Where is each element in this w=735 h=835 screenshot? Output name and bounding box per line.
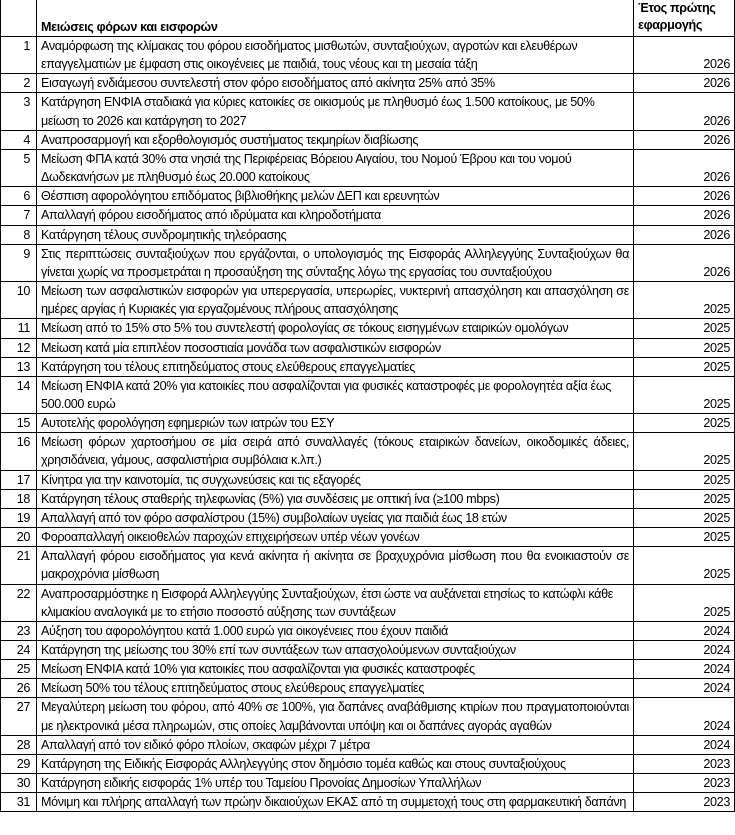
table-row [1, 149, 735, 186]
row-description: Μόνιμη και πλήρης απαλλαγή των πρώην δικαιούχων ΕΚΑΣ από τη συμμετοχή τους στη φαρμακευτική δαπάνη [37, 793, 634, 812]
row-year: 2025 [634, 547, 735, 584]
row-year: 2026 [634, 149, 735, 186]
row-year: 2023 [634, 793, 735, 812]
table-row [1, 187, 735, 206]
row-number: 22 [1, 584, 37, 621]
table-row [1, 489, 735, 508]
table-row [1, 206, 735, 225]
row-year: 2025 [634, 357, 735, 376]
row-number: 24 [1, 641, 37, 660]
table-row [1, 698, 735, 735]
row-number: 20 [1, 528, 37, 547]
row-description: Εισαγωγή ενδιάμεσου συντελεστή στον φόρο εισοδήματος από ακίνητα 25% από 35% [37, 74, 634, 93]
row-description: Αναπροσαρμόστηκε η Εισφορά Αλληλεγγύης Συνταξιούχων, έτσι ώστε να αυξάνεται ετησίως το κατώφλι κάθε κλιμακίου αναλογικά με το ετήσιο ποσοστό αύξησης των συντάξεων [37, 584, 634, 621]
row-number: 13 [1, 357, 37, 376]
row-year: 2025 [634, 376, 735, 413]
row-description: Απαλλαγή από τον ειδικό φόρο πλοίων, σκαφών μέχρι 7 μέτρα [37, 735, 634, 754]
row-description: Κατάργηση της Ειδικής Εισφοράς Αλληλεγγύης στον δημόσιο τομέα καθώς και στους συνταξιούχους [37, 754, 634, 773]
row-year: 2024 [634, 641, 735, 660]
row-description: Αύξηση του αφορολόγητου κατά 1.000 ευρώ για οικογένειες που έχουν παιδιά [37, 621, 634, 640]
row-number: 3 [1, 93, 37, 130]
row-year: 2023 [634, 754, 735, 773]
table-row [1, 528, 735, 547]
row-description: Κατάργηση ειδικής εισφοράς 1% υπέρ του Ταμείου Προνοίας Δημοσίων Υπαλλήλων [37, 774, 634, 793]
row-description: Απαλλαγή φόρου εισοδήματος για κενά ακίνητα ή ακίνητα σε βραχυχρόνια μίσθωση που θα ενοικιαστούν σε μακροχρόνια μίσθωση [37, 547, 634, 584]
row-description: Κατάργηση τέλους συνδρομητικής τηλεόρασης [37, 225, 634, 244]
row-year: 2026 [634, 74, 735, 93]
row-number: 18 [1, 489, 37, 508]
row-number: 21 [1, 547, 37, 584]
row-number: 8 [1, 225, 37, 244]
row-description: Μείωση από το 15% στο 5% του συντελεστή φορολογίας σε τόκους εισηγμένων εταιρικών ομολόγων [37, 319, 634, 338]
row-number: 19 [1, 508, 37, 527]
table-row [1, 357, 735, 376]
row-description: Κατάργηση της μείωσης του 30% επί των συντάξεων των απασχολούμενων συνταξιούχων [37, 641, 634, 660]
row-number: 27 [1, 698, 37, 735]
row-description: Μείωση των ασφαλιστικών εισφορών για υπερεργασία, υπερωρίες, νυκτερινή απασχόληση και απασχόληση σε ημέρες αργίας ή Κυριακές για εργαζομένους πλήρους απασχόλησης [37, 282, 634, 319]
row-description: Απαλλαγή φόρου εισοδήματος από ιδρύματα και κληροδοτήματα [37, 206, 634, 225]
header-number [1, 0, 37, 37]
table-row [1, 37, 735, 74]
row-number: 17 [1, 470, 37, 489]
row-description: Κατάργηση του τέλους επιτηδεύματος στους ελεύθερους επαγγελματίες [37, 357, 634, 376]
row-year: 2024 [634, 660, 735, 679]
table-row [1, 679, 735, 698]
table-row [1, 244, 735, 281]
row-number: 25 [1, 660, 37, 679]
table-row [1, 338, 735, 357]
row-number: 5 [1, 149, 37, 186]
row-year: 2025 [634, 338, 735, 357]
table-row [1, 282, 735, 319]
row-description: Μείωση ΦΠΑ κατά 30% στα νησιά της Περιφέρειας Βόρειου Αιγαίου, του Νομού Έβρου και του νομού Δωδεκανήσων με πληθυσμό έως 20.000 κατοίκους [37, 149, 634, 186]
table-row [1, 735, 735, 754]
row-year: 2024 [634, 735, 735, 754]
row-year: 2026 [634, 187, 735, 206]
table-row [1, 793, 735, 812]
row-description: Στις περιπτώσεις συνταξιούχων που εργάζονται, ο υπολογισμός της Εισφοράς Αλληλεγγύης Συνταξιούχων θα γίνεται χωρίς να προσμετράται η προσαύξηση της σύνταξης λόγω της εργασίας του συνταξιούχου [37, 244, 634, 281]
table-row [1, 319, 735, 338]
table-header-row [1, 0, 735, 37]
row-year: 2026 [634, 244, 735, 281]
row-description: Αυτοτελής φορολόγηση εφημεριών των ιατρών του ΕΣΥ [37, 414, 634, 433]
row-number: 4 [1, 130, 37, 149]
table-row [1, 621, 735, 640]
row-year: 2025 [634, 414, 735, 433]
row-year: 2025 [634, 319, 735, 338]
row-description: Μείωση ΕΝΦΙΑ κατά 20% για κατοικίες που ασφαλίζονται για φυσικές καταστροφές με φορολογητέα αξία έως 500.000 ευρώ [37, 376, 634, 413]
row-year: 2025 [634, 584, 735, 621]
row-number: 29 [1, 754, 37, 773]
row-number: 28 [1, 735, 37, 754]
row-year: 2025 [634, 489, 735, 508]
table-row [1, 508, 735, 527]
row-year: 2025 [634, 508, 735, 527]
table-row [1, 376, 735, 413]
row-number: 26 [1, 679, 37, 698]
row-year: 2023 [634, 774, 735, 793]
row-description: Μείωση φόρων χαρτοσήμου σε μία σειρά από συναλλαγές (τόκους εταιρικών δανείων, οικοδομικές άδειες, χρησιδάνεια, γάμους, ασφαλιστήρια συμβόλαια κ.λπ.) [37, 433, 634, 470]
table-row [1, 433, 735, 470]
row-number: 15 [1, 414, 37, 433]
table-row [1, 641, 735, 660]
row-number: 31 [1, 793, 37, 812]
table-row [1, 547, 735, 584]
table-row [1, 130, 735, 149]
table-row [1, 470, 735, 489]
table-row [1, 93, 735, 130]
row-description: Μεγαλύτερη μείωση του φόρου, από 40% σε 100%, για δαπάνες αναβάθμισης κτιρίων που πραγματοποιούνται με ηλεκτρονικά μέσα πληρωμών, στις οποίες λαμβάνονται υπόψη και οι δαπάνες αγοράς αγαθών [37, 698, 634, 735]
row-year: 2026 [634, 130, 735, 149]
table-row [1, 754, 735, 773]
row-description: Αναμόρφωση της κλίμακας του φόρου εισοδήματος μισθωτών, συνταξιούχων, αγροτών και ελευθέρων επαγγελματιών με έμφαση στις οικογένειες με παιδιά, τους νέους και τη μεσαία τάξη [37, 37, 634, 74]
table-row [1, 414, 735, 433]
row-description: Απαλλαγή από τον φόρο ασφαλίστρου (15%) συμβολαίων υγείας για παιδιά έως 18 ετών [37, 508, 634, 527]
row-number: 23 [1, 621, 37, 640]
row-number: 7 [1, 206, 37, 225]
row-year: 2026 [634, 206, 735, 225]
row-description: Κατάργηση ΕΝΦΙΑ σταδιακά για κύριες κατοικίες σε οικισμούς με πληθυσμό έως 1.500 κατοίκους, με 50% μείωση το 2026 και κατάργηση το 2027 [37, 93, 634, 130]
row-number: 10 [1, 282, 37, 319]
row-number: 2 [1, 74, 37, 93]
row-year: 2026 [634, 225, 735, 244]
row-number: 9 [1, 244, 37, 281]
row-number: 6 [1, 187, 37, 206]
row-number: 14 [1, 376, 37, 413]
row-year: 2026 [634, 93, 735, 130]
row-number: 1 [1, 37, 37, 74]
row-number: 16 [1, 433, 37, 470]
table-row [1, 774, 735, 793]
header-year: Έτος πρώτης εφαρμογής [634, 0, 735, 37]
table-row [1, 74, 735, 93]
row-year: 2024 [634, 679, 735, 698]
row-description: Μείωση ΕΝΦΙΑ κατά 10% για κατοικίες που ασφαλίζονται για φυσικές καταστροφές [37, 660, 634, 679]
row-year: 2025 [634, 433, 735, 470]
row-number: 12 [1, 338, 37, 357]
row-description: Κατάργηση τέλους σταθερής τηλεφωνίας (5%) για συνδέσεις με οπτική ίνα (≥100 mbps) [37, 489, 634, 508]
table-row [1, 225, 735, 244]
table-row [1, 660, 735, 679]
table-row [1, 584, 735, 621]
row-year: 2025 [634, 470, 735, 489]
row-description: Κίνητρα για την καινοτομία, τις συγχωνεύσεις και τις εξαγορές [37, 470, 634, 489]
row-description: Μείωση κατά μία επιπλέον ποσοστιαία μονάδα των ασφαλιστικών εισφορών [37, 338, 634, 357]
row-description: Μείωση 50% του τέλους επιτηδεύματος στους ελεύθερους επαγγελματίες [37, 679, 634, 698]
row-year: 2026 [634, 37, 735, 74]
row-number: 11 [1, 319, 37, 338]
row-number: 30 [1, 774, 37, 793]
header-description: Μειώσεις φόρων και εισφορών [37, 0, 634, 37]
row-year: 2024 [634, 698, 735, 735]
row-year: 2024 [634, 621, 735, 640]
row-description: Θέσπιση αφορολόγητου επιδόματος βιβλιοθήκης μελών ΔΕΠ και ερευνητών [37, 187, 634, 206]
table-body [1, 37, 735, 812]
row-year: 2025 [634, 528, 735, 547]
row-year: 2025 [634, 282, 735, 319]
row-description: Αναπροσαρμογή και εξορθολογισμός συστήματος τεκμηρίων διαβίωσης [37, 130, 634, 149]
row-description: Φοροαπαλλαγή οικειοθελών παροχών επιχειρήσεων υπέρ νέων γονέων [37, 528, 634, 547]
